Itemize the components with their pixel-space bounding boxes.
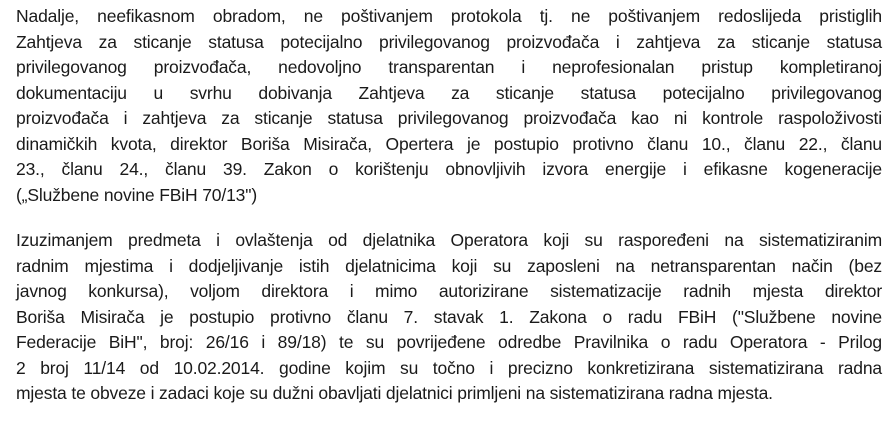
text-line: Zahtjeva za sticanje statusa potecijalno privilegovanog proizvođača i zahtjeva za sticanje statusa [16,31,882,52]
paragraph-2 [16,228,882,407]
text-line: dokumentaciju u svrhu dobivanja Zahtjeva za sticanje statusa potecijalno privilegovanog [16,82,882,103]
paragraph-1 [16,4,882,208]
text-line: mjesta te obveze i zadaci koje su dužni obavljati djelatnici primljeni na sistematizirana radna mjesta. [16,383,773,403]
text-line: javnog konkursa), voljom direktora i mimo autorizirane sistematizacije radnih mjesta direktor [16,281,882,301]
text-line: Izuzimanjem predmeta i ovlaštenja od djelatnika Operatora koji su raspoređeni na sistematiziranim [16,230,882,250]
document-page [16,4,882,407]
text-line: proizvođača i zahtjeva za sticanje statusa privilegovanog proizvođača kao ni kontrole raspoloživosti [16,108,882,128]
text-line: Federacije BiH", broj: 26/16 i 89/18) te su povrijeđene odredbe Pravilnika o radu Operatora - Prilog [16,332,882,352]
text-line: privilegovanog proizvođača, nedovoljno transparentan i neprofesionalan pristup kompletiranoj [16,57,882,77]
text-line: Boriša Misirača je postupio protivno članu 7. stavak 1. Zakona o radu FBiH ("Službene novine [16,306,882,327]
text-line: Nadalje, neefikasnom obradom, ne poštivanjem protokola tj. ne poštivanjem redoslijeda pristiglih [16,6,882,26]
text-line: radnim mjestima i dodjeljivanje istih djelatnicima koji su zaposleni na netransparentan način (bez [16,255,882,276]
paragraph-spacer [16,208,882,228]
text-line: dinamičkih kvota, direktor Boriša Misirača, Opertera je postupio protivno članu 10., članu 22., članu [16,133,882,154]
text-line: 2 broj 11/14 od 10.02.2014. godine kojim su točno i precizno konkretizirana sistematizirana radna [16,357,882,378]
text-line: („Službene novine FBiH 70/13") [16,184,258,205]
text-line: 23., članu 24., članu 39. Zakon o korištenju obnovljivih izvora energije i efikasne kogeneracije [16,159,882,179]
